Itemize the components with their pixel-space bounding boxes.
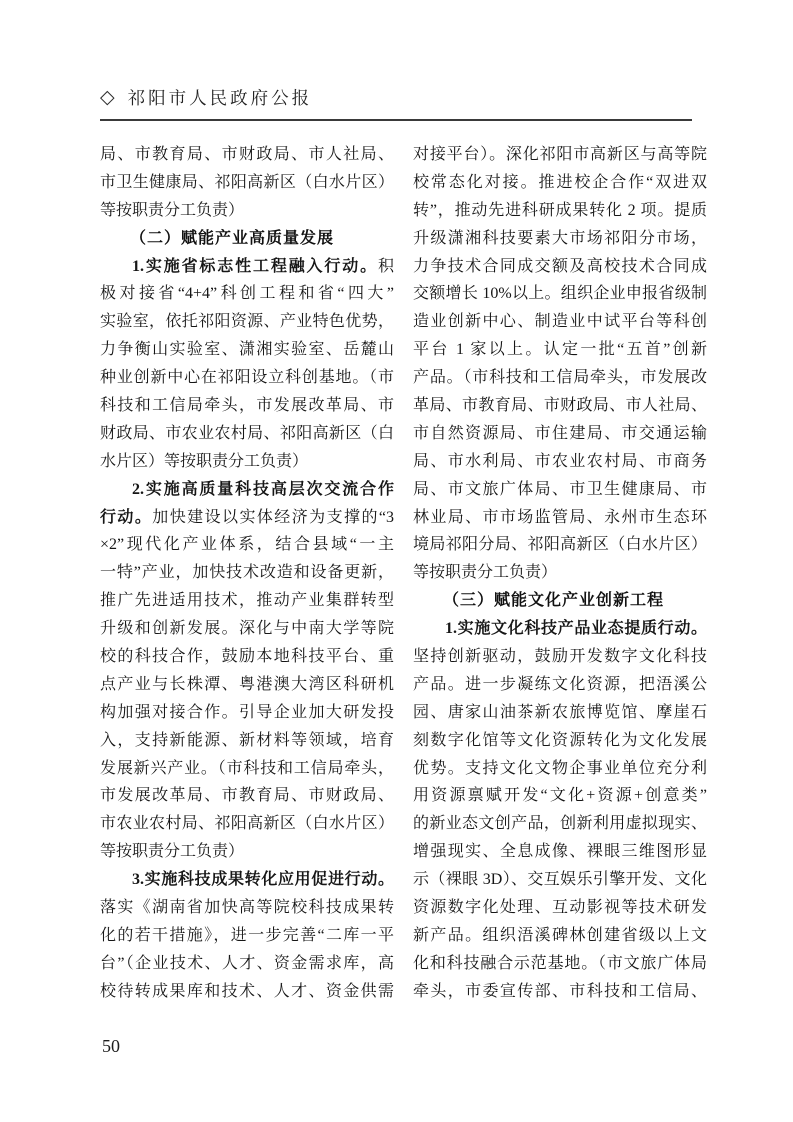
text-line	[413, 308, 707, 336]
text-segment: 优势。支持文化文物企事业单位充分利	[413, 759, 707, 777]
text-segment: 资源数字化处理、互动影视等技术研发	[413, 899, 707, 917]
text-line	[100, 559, 394, 587]
text-line	[413, 615, 707, 643]
text-segment: 校常态化对接。推进校企合作“双进双	[413, 173, 707, 191]
text-line	[100, 531, 394, 559]
text-segment: 升级潇湘科技要素大市场祁阳分市场，	[413, 229, 707, 247]
text-segment: 落实《湖南省加快高等院校科技成果转	[100, 899, 394, 917]
text-segment: 市卫生健康局、祁阳高新区（白水片区）	[100, 173, 394, 191]
text-line	[100, 838, 394, 866]
text-line	[413, 782, 707, 810]
text-line	[100, 504, 394, 532]
text-segment: 市发展改革局、市教育局、市财政局、	[100, 787, 394, 805]
two-column-text-body	[100, 141, 707, 1006]
text-line	[413, 392, 707, 420]
text-line	[100, 197, 394, 225]
text-segment: 对接平台）。深化祁阳市高新区与高等院	[413, 146, 707, 163]
text-line	[413, 531, 707, 559]
text-line	[413, 810, 707, 838]
text-segment: 台”（企业技术、人才、资金需求库，高	[100, 954, 394, 972]
text-line	[413, 699, 707, 727]
text-segment: 坚持创新驱动，鼓励开发数字文化科技	[413, 648, 707, 666]
text-line	[413, 643, 707, 671]
text-line	[413, 225, 707, 253]
text-segment: 科技和工信局牵头，市发展改革局、市	[100, 397, 394, 415]
text-segment: 力争技术合同成交额及高校技术合同成	[413, 257, 707, 275]
text-segment: 牵头，市委宣传部、市科技和工信局、	[413, 982, 707, 1000]
text-segment: 转”，推动先进科研成果转化 2 项。提质	[413, 201, 707, 219]
text-line	[413, 894, 707, 922]
text-line	[413, 671, 707, 699]
text-line	[413, 197, 707, 225]
text-segment: 局、市文旅广体局、市卫生健康局、市	[413, 480, 707, 498]
text-segment: 财政局、市农业农村局、祁阳高新区（白	[100, 424, 394, 442]
text-line	[100, 476, 394, 504]
diamond-icon: ◇	[100, 87, 115, 108]
text-line	[413, 922, 707, 950]
text-line	[413, 950, 707, 978]
text-line	[100, 894, 394, 922]
text-line	[413, 141, 707, 169]
text-segment: 升级和创新发展。深化与中南大学等院	[100, 620, 394, 638]
text-line	[413, 866, 707, 894]
text-line	[100, 810, 394, 838]
text-segment: 种业创新中心在祁阳设立科创基地。（市	[100, 369, 394, 387]
text-segment: 局、市教育局、市财政局、市人社局、	[100, 146, 394, 163]
page-header	[100, 85, 692, 121]
text-segment: 新产品。组织浯溪碑林创建省级以上文	[413, 926, 707, 944]
text-line	[413, 727, 707, 755]
page-number: 50	[102, 1036, 120, 1056]
text-line	[100, 643, 394, 671]
text-segment: 力争衡山实验室、潇湘实验室、岳麓山	[100, 341, 394, 359]
text-line	[100, 169, 394, 197]
text-line	[100, 950, 394, 978]
text-segment: 推广先进适用技术，推动产业集群转型	[100, 592, 394, 610]
text-segment: 革局、市教育局、市财政局、市人社局、	[413, 397, 707, 415]
right-column	[413, 141, 707, 1006]
text-segment: 发展新兴产业。（市科技和工信局牵头，	[100, 759, 394, 777]
text-segment: ×2”现代化产业体系，结合县域“一主	[100, 536, 394, 554]
text-segment: 校的科技合作，鼓励本地科技平台、重	[100, 648, 394, 666]
text-line	[100, 922, 394, 950]
text-line	[413, 253, 707, 281]
text-line	[100, 392, 394, 420]
text-segment: 的新业态文创产品，创新利用虚拟现实、	[413, 815, 707, 833]
text-segment: 示（裸眼 3D）、交互娱乐引擎开发、文化	[413, 871, 707, 889]
text-segment: 园、唐家山油茶新农旅博览馆、摩崖石	[413, 703, 707, 721]
bold-text-segment: 1.实施省标志性工程融入行动。	[132, 257, 378, 275]
text-line	[100, 727, 394, 755]
text-segment: 加快建设以实体经济为支撑的“3	[152, 508, 394, 526]
bold-text-segment: 1.实施文化科技产品业态提质行动。	[445, 620, 707, 638]
gazette-title: 祁阳市人民政府公报	[127, 88, 313, 108]
text-line	[100, 141, 394, 169]
text-segment: 局、市水利局、市农业农村局、市商务	[413, 452, 707, 470]
text-line	[413, 476, 707, 504]
left-column	[100, 141, 394, 1006]
bold-text-segment: 3.实施科技成果转化应用促进行动。	[132, 871, 394, 889]
text-segment: 等按职责分工负责）	[100, 843, 245, 861]
text-line	[100, 699, 394, 727]
text-segment: 产品。（市科技和工信局牵头，市发展改	[413, 369, 707, 387]
text-line	[100, 978, 394, 1006]
text-segment: 极对接省“4+4”科创工程和省“四大”	[100, 285, 394, 303]
text-line	[100, 671, 394, 699]
text-segment: 市农业农村局、祁阳高新区（白水片区）	[100, 815, 394, 833]
text-line	[100, 420, 394, 448]
text-segment: 平台 1 家以上。认定一批“五首”创新	[413, 341, 707, 359]
text-line	[413, 838, 707, 866]
text-line	[413, 504, 707, 532]
text-segment: 产品。进一步凝练文化资源，把浯溪公	[413, 675, 707, 693]
text-segment: 实验室，依托祁阳资源、产业特色优势，	[100, 313, 394, 331]
bold-text-segment: 2.实施高质量科技高层次交流合作	[132, 480, 394, 498]
text-segment: 增强现实、全息成像、裸眼三维图形显	[413, 843, 707, 861]
text-line	[100, 253, 394, 281]
text-segment: 化和科技融合示范基地。（市文旅广体局	[413, 954, 707, 972]
text-line	[100, 587, 394, 615]
text-line	[100, 448, 394, 476]
text-segment: 市自然资源局、市住建局、市交通运输	[413, 424, 707, 442]
section-heading	[100, 225, 394, 253]
text-segment: 校待转成果库和技术、人才、资金供需	[100, 982, 394, 1000]
text-line	[413, 420, 707, 448]
text-segment: 境局祁阳分局、祁阳高新区（白水片区）	[413, 536, 707, 554]
text-segment: 一特”产业，加快技术改造和设备更新，	[100, 564, 394, 582]
text-line	[413, 169, 707, 197]
text-line	[100, 755, 394, 783]
text-line	[413, 280, 707, 308]
text-line	[413, 978, 707, 1006]
bold-text-segment: 行动。	[100, 508, 153, 526]
text-line	[413, 336, 707, 364]
text-segment: 交额增长 10%以上。组织企业申报省级制	[413, 285, 707, 303]
text-line	[100, 336, 394, 364]
text-segment: 用资源禀赋开发“文化+资源+创意类”	[413, 787, 707, 805]
text-segment: 造业创新中心、制造业中试平台等科创	[413, 313, 707, 331]
text-segment: 等按职责分工负责）	[100, 201, 245, 219]
text-segment: 化的若干措施》，进一步完善“二库一平	[100, 926, 394, 944]
text-line	[413, 755, 707, 783]
text-segment: （二）赋能产业高质量发展	[130, 229, 335, 247]
text-line	[413, 448, 707, 476]
text-segment: 林业局、市市场监管局、永州市生态环	[413, 508, 707, 526]
text-segment: 水片区）等按职责分工负责）	[100, 452, 309, 470]
text-segment: 点产业与长株潭、粤港澳大湾区科研机	[100, 675, 394, 693]
text-line	[413, 559, 707, 587]
text-line	[100, 308, 394, 336]
text-segment: （三）赋能文化产业创新工程	[443, 592, 665, 610]
text-line	[100, 782, 394, 810]
text-line	[100, 615, 394, 643]
section-heading	[413, 587, 707, 615]
text-segment: 入，支持新能源、新材料等领域，培育	[100, 731, 394, 749]
text-line	[100, 280, 394, 308]
text-line	[100, 364, 394, 392]
text-line	[413, 364, 707, 392]
text-segment: 等按职责分工负责）	[413, 564, 558, 582]
text-segment: 构加强对接合作。引导企业加大研发投	[100, 703, 394, 721]
text-segment: 刻数字化馆等文化资源转化为文化发展	[413, 731, 707, 749]
text-line	[100, 866, 394, 894]
text-segment: 积	[377, 257, 394, 275]
